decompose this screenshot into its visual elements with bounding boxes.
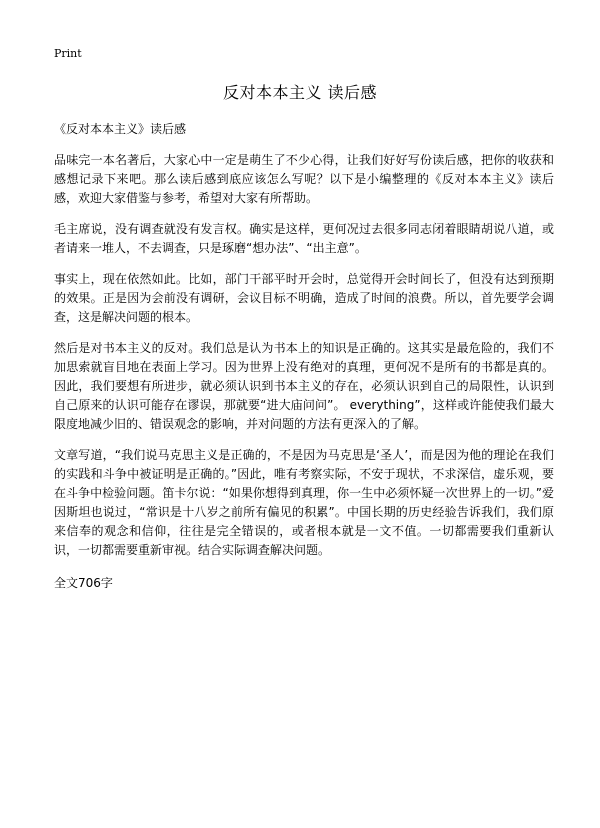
article-subtitle: 《反对本本主义》读后感: [54, 122, 187, 136]
paragraph: 事实上，现在依然如此。比如，部门干部平时开会时，总觉得开会时间长了，但没有达到预期的效果。正是因为会前没有调研，会议目标不明确，造成了时间的浪费。所以，首先要学会调查，这是解决问题的根本。: [54, 272, 554, 324]
print-link[interactable]: Print: [54, 47, 82, 60]
paragraph: 品味完一本名著后，大家心中一定是萌生了不少心得，让我们好好写份读后感，把你的收获和感想记录下来吧。那么读后感到底应该怎么写呢？以下是小编整理的《反对本本主义》读后感，欢迎大家借鉴与参考，希望对大家有所帮助。: [54, 153, 554, 205]
word-count: 全文706字: [54, 576, 113, 590]
paragraph: 然后是对书本主义的反对。我们总是认为书本上的知识是正确的。这其实是最危险的，我们不加思索就盲目地在表面上学习。因为世界上没有绝对的真理，更何况不是所有的书都是真的。因此，我们要想有所进步，就必须认识到书本主义的存在，必须认识到自己的局限性，认识到自己原来的认识可能存在谬误，那就要“进大庙问问”。 everything”，这样或许能使我们最大限度地减少旧的、错误观念的影响，并对问题的方法有更深入的了解。: [54, 341, 554, 431]
article-body: [54, 120, 554, 593]
paragraph: 文章写道，“我们说马克思主义是正确的，不是因为马克思是‘圣人’，而是因为他的理论在我们的实践和斗争中被证明是正确的。”因此，唯有考察实际，不安于现状，不求深信，虚乐观，要在斗争中检验问题。笛卡尔说：“如果你想得到真理，你一生中必须怀疑一次世界上的一切。”爱因斯坦也说过，“常识是十八岁之前所有偏见的积累”。中国长期的历史经验告诉我们，我们原来信奉的观念和信仰，往往是完全错误的，或者根本就是一文不值。一切都需要我们重新认识，一切都需要重新审视。结合实际调查解决问题。: [54, 448, 554, 557]
page-title: 反对本本主义 读后感: [222, 83, 378, 102]
paragraph: 毛主席说，没有调查就没有发言权。确实是这样，更何况过去很多同志闭着眼睛胡说八道，或者请来一堆人，不去调查，只是琢磨“想办法”、“出主意”。: [54, 222, 554, 255]
